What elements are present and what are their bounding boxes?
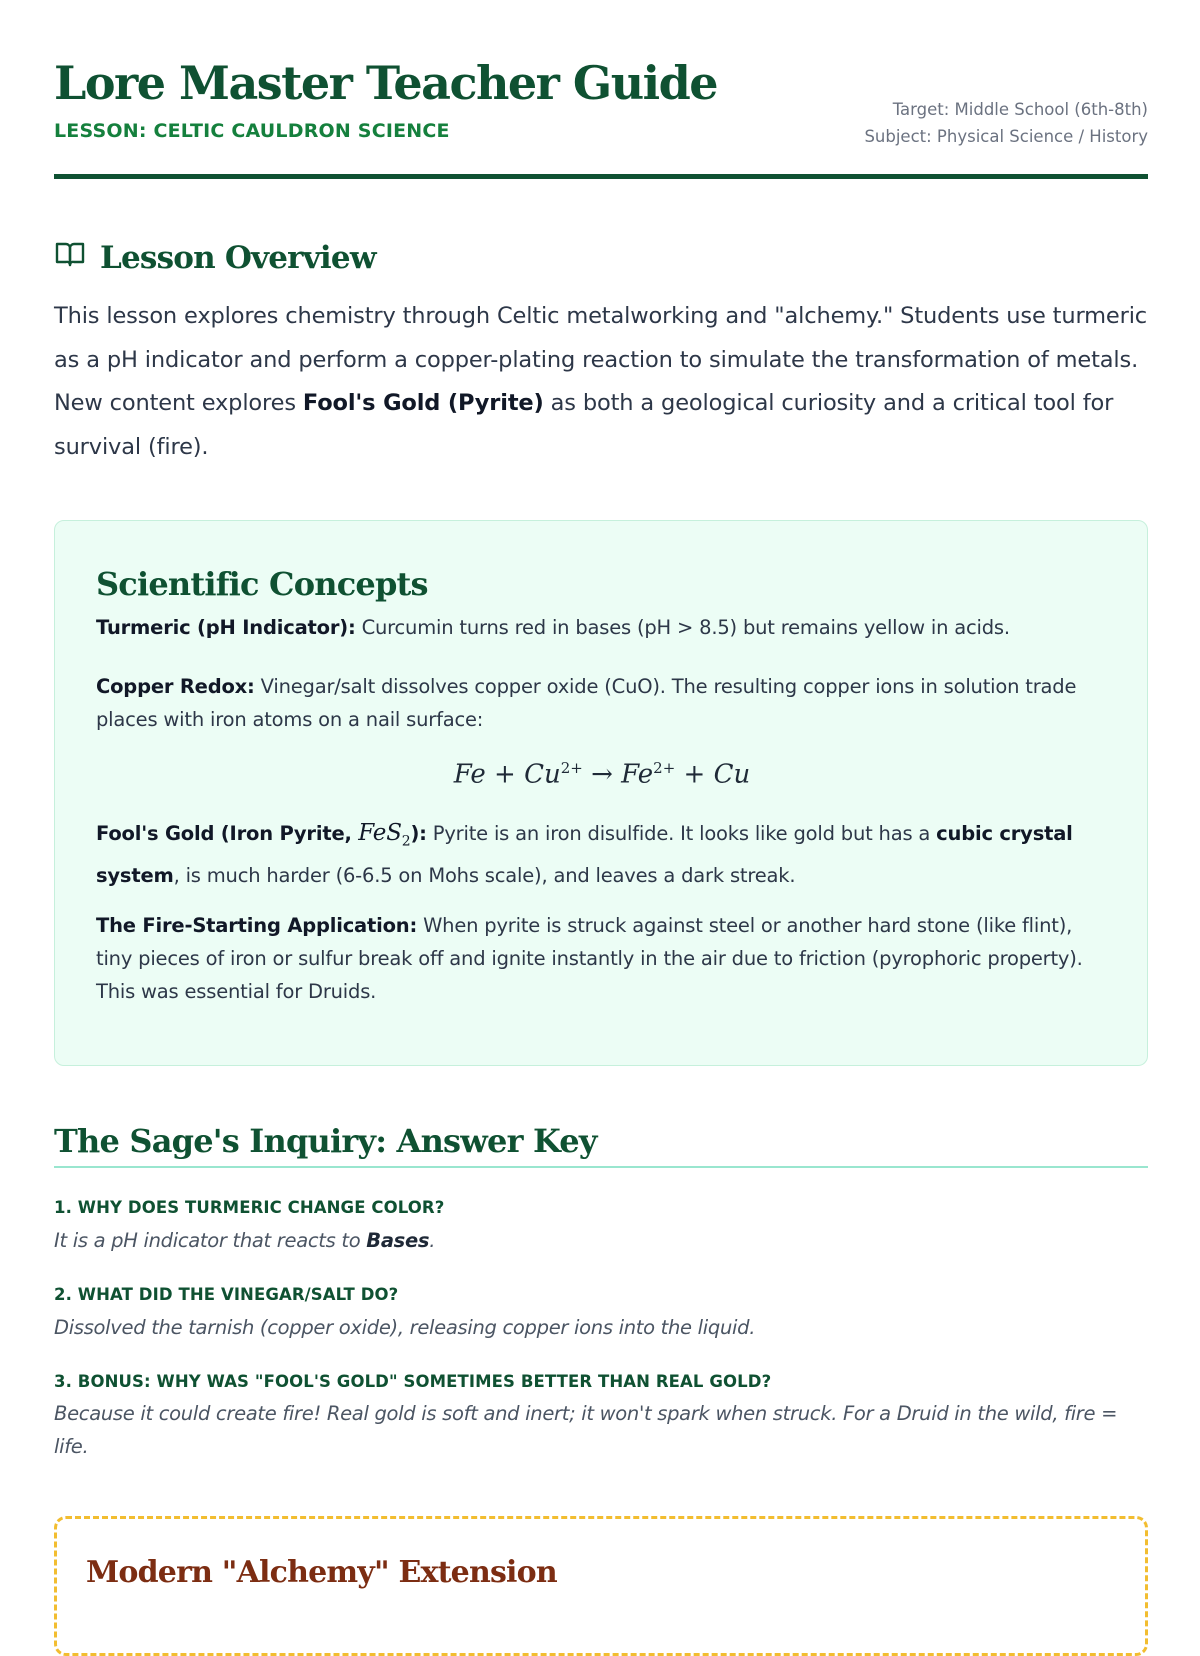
pyrite-formula <box>358 820 411 850</box>
overview-heading-text: Lesson Overview <box>100 240 376 276</box>
answer-key-heading: The Sage's Inquiry: Answer Key <box>54 1122 597 1160</box>
answer-key-divider <box>54 1166 1148 1168</box>
pyrite-formula-main: FeS <box>358 820 402 846</box>
answer-1-highlight: Bases <box>366 1229 430 1252</box>
concept-turmeric-text: Curcumin turns red in bases (pH > 8.5) but remains yellow in acids. <box>355 616 1010 639</box>
target-audience: Target: Middle School (6th-8th) <box>892 100 1148 119</box>
scientific-concepts-panel <box>54 520 1148 1066</box>
concept-pyrite-highlight: cubic crystal system <box>96 822 1073 887</box>
concept-pyrite-text-end: , is much harder (6-6.5 on Mohs scale), and leaves a dark streak. <box>173 863 796 887</box>
equation-charge-right: 2+ <box>653 759 676 777</box>
question-3: 3. BONUS: WHY WAS "FOOL'S GOLD" SOMETIMES BETTER THAN REAL GOLD? <box>54 1372 772 1391</box>
concept-turmeric-label: Turmeric (pH Indicator): <box>96 616 356 639</box>
answer-2: Dissolved the tarnish (copper oxide), releasing copper ions into the liquid. <box>54 1316 756 1339</box>
answer-1-text: It is a pH indicator that reacts to <box>54 1229 367 1252</box>
concept-copper-label: Copper Redox: <box>96 675 255 698</box>
equation-charge-left: 2+ <box>560 759 583 777</box>
open-book-icon <box>54 238 86 278</box>
guide-header <box>54 0 1148 180</box>
concept-copper-redox <box>96 670 1106 736</box>
concept-fire-starting <box>96 909 1106 1008</box>
answer-1-end: . <box>429 1229 436 1252</box>
overview-text-end: as both a geological curiosity and a critical tool for survival (fire). <box>54 390 1114 460</box>
modern-alchemy-extension <box>54 1516 1148 1656</box>
answer-1 <box>54 1224 1148 1257</box>
header-divider <box>54 174 1148 179</box>
answer-3: Because it could create fire! Real gold is soft and inert; it won't spark when struck. For a Druid in the wild, fire = life. <box>54 1402 1118 1458</box>
question-2: 2. WHAT DID THE VINEGAR/SALT DO? <box>54 1285 399 1304</box>
concept-fire-label: The Fire-Starting Application: <box>96 914 418 937</box>
equation-left: Fe + Cu <box>453 759 561 790</box>
equation-tail: + Cu <box>675 759 751 790</box>
pyrite-formula-subscript: 2 <box>401 833 411 850</box>
redox-equation <box>55 759 1149 790</box>
pyrite-label-end: ): <box>410 822 427 845</box>
concept-turmeric <box>96 611 1106 644</box>
concept-pyrite <box>96 817 1106 892</box>
concepts-heading: Scientific Concepts <box>96 565 428 603</box>
concept-pyrite-text-start: Pyrite is an iron disulfide. It looks like gold but has a <box>426 822 937 845</box>
concept-fire-text: When pyrite is struck against steel or another hard stone (like flint), tiny pieces of iron or sulfur break off and ignite instantly in the air due to friction (pyrophoric property). This was essential for Druids. <box>96 914 1083 1003</box>
lesson-label: LESSON: CELTIC CAULDRON SCIENCE <box>54 120 450 142</box>
overview-heading <box>54 238 376 278</box>
lesson-meta <box>864 96 1148 150</box>
subject-line: Subject: Physical Science / History <box>864 127 1148 146</box>
pyrite-label-start: Fool's Gold (Iron Pyrite, <box>96 822 359 845</box>
extension-heading: Modern "Alchemy" Extension <box>86 1555 557 1590</box>
overview-text-start: This lesson explores chemistry through Celtic metalworking and "alchemy." Students use turmeric as a pH indicator and perform a copper-plating reaction to simulate the transformation of metals. New content explores <box>54 303 1148 416</box>
overview-paragraph <box>54 295 1148 469</box>
page-title: Lore Master Teacher Guide <box>54 56 718 110</box>
concept-pyrite-label <box>96 820 427 850</box>
overview-pyrite-highlight: Fool's Gold (Pyrite) <box>302 390 544 416</box>
teacher-guide-page <box>54 0 1148 1590</box>
equation-arrow: → Fe <box>582 759 654 790</box>
concept-copper-text: Vinegar/salt dissolves copper oxide (CuO). The resulting copper ions in solution trade places with iron atoms on a nail surface: <box>96 675 1077 731</box>
question-1: 1. WHY DOES TURMERIC CHANGE COLOR? <box>54 1198 445 1217</box>
